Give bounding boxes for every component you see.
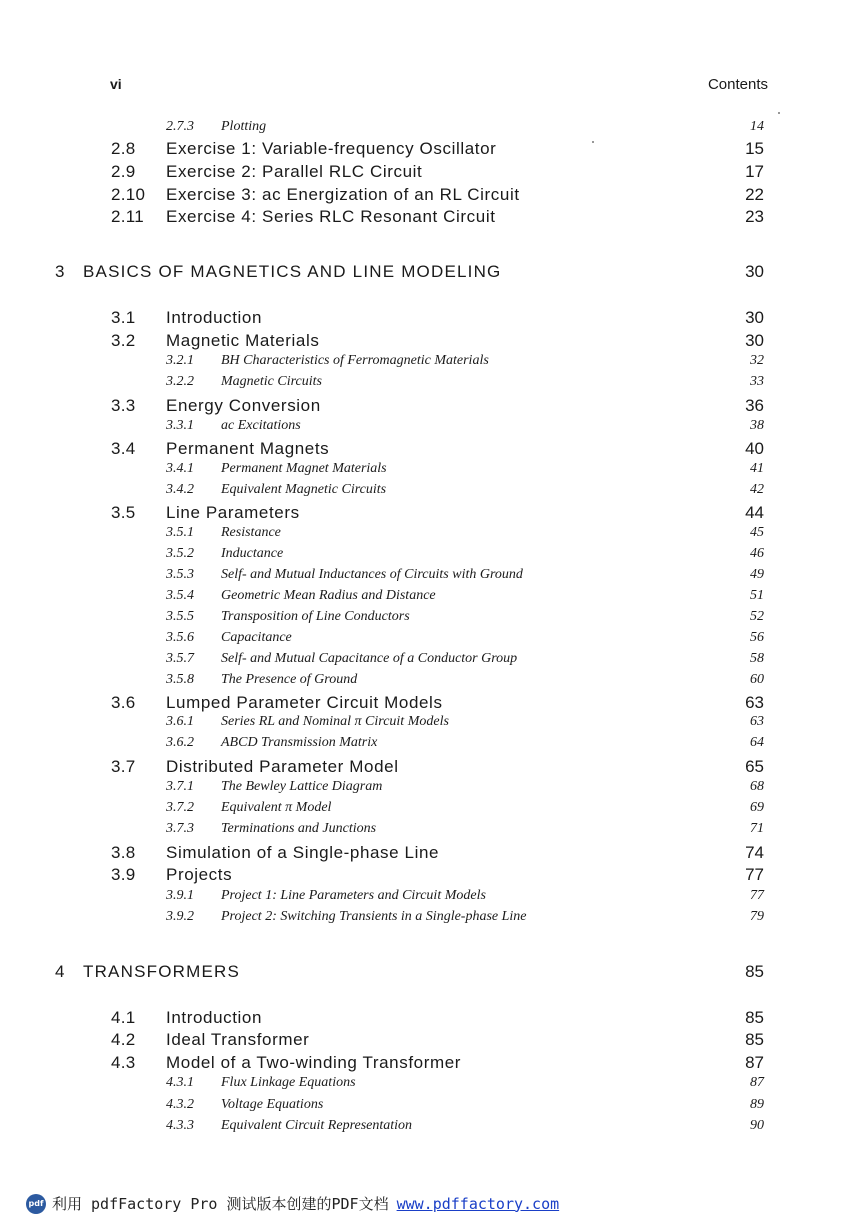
- section-entry: [0, 1053, 868, 1075]
- watermark-link[interactable]: www.pdffactory.com: [396, 1194, 560, 1213]
- entry-title: Simulation of a Single-phase Line: [166, 843, 440, 862]
- entry-page: 30: [745, 308, 764, 327]
- entry-number: 3.6.1: [166, 714, 194, 729]
- entry-number: 2.7.3: [166, 119, 194, 134]
- entry-page: 45: [750, 525, 764, 540]
- entry-page: 32: [750, 353, 764, 368]
- entry-number: 3: [55, 262, 65, 281]
- section-entry: [0, 162, 868, 184]
- entry-page: 22: [745, 185, 764, 204]
- entry-number: 3.4: [111, 439, 136, 458]
- scan-speck: [592, 141, 594, 143]
- subsection-entry: [0, 888, 868, 910]
- chapter-entry: [0, 962, 868, 984]
- entry-page: 33: [750, 374, 764, 389]
- section-entry: [0, 439, 868, 461]
- entry-page: 17: [745, 162, 764, 181]
- entry-title: Capacitance: [221, 630, 292, 645]
- entry-number: 3.3.1: [166, 418, 194, 433]
- subsection-entry: [0, 567, 868, 589]
- subsection-entry: [0, 651, 868, 673]
- entry-number: 3.5.6: [166, 630, 194, 645]
- entry-number: 3.4.1: [166, 461, 194, 476]
- entry-page: 44: [745, 503, 764, 522]
- entry-title: Introduction: [166, 308, 263, 327]
- entry-page: 49: [750, 567, 764, 582]
- entry-number: 3.5.8: [166, 672, 194, 687]
- subsection-entry: [0, 461, 868, 483]
- entry-title: Project 2: Switching Transients in a Single-phase Line: [221, 909, 527, 924]
- entry-title: Projects: [166, 865, 233, 884]
- entry-number: 3.3: [111, 396, 136, 415]
- entry-number: 2.8: [111, 139, 136, 158]
- subsection-entry: [0, 1097, 868, 1119]
- entry-title: Exercise 4: Series RLC Resonant Circuit: [166, 207, 496, 226]
- section-entry: [0, 757, 868, 779]
- entry-number: 3.4.2: [166, 482, 194, 497]
- entry-title: ABCD Transmission Matrix: [221, 735, 378, 750]
- entry-page: 40: [745, 439, 764, 458]
- entry-page: 89: [750, 1097, 764, 1112]
- subsection-entry: [0, 672, 868, 694]
- entry-number: 3.5: [111, 503, 136, 522]
- entry-page: 87: [750, 1075, 764, 1090]
- entry-number: 3.5.4: [166, 588, 194, 603]
- entry-page: 56: [750, 630, 764, 645]
- entry-title: Inductance: [221, 546, 284, 561]
- subsection-entry: [0, 119, 868, 141]
- entry-number: 4.3.3: [166, 1118, 194, 1133]
- entry-title: Transposition of Line Conductors: [221, 609, 410, 624]
- entry-title: Exercise 3: ac Energization of an RL Circuit: [166, 185, 520, 204]
- entry-number: 3.2.2: [166, 374, 194, 389]
- entry-number: 3.7.2: [166, 800, 194, 815]
- entry-page: 58: [750, 651, 764, 666]
- entry-number: 3.5.2: [166, 546, 194, 561]
- entry-page: 60: [750, 672, 764, 687]
- entry-number: 4.3: [111, 1053, 136, 1072]
- entry-page: 52: [750, 609, 764, 624]
- entry-title: ac Excitations: [221, 418, 301, 433]
- entry-page: 77: [745, 865, 764, 884]
- subsection-entry: [0, 800, 868, 822]
- entry-page: 87: [745, 1053, 764, 1072]
- entry-number: 4.1: [111, 1008, 136, 1027]
- running-title: Contents: [707, 76, 768, 93]
- subsection-entry: [0, 821, 868, 843]
- subsection-entry: [0, 1075, 868, 1097]
- entry-title: Resistance: [221, 525, 281, 540]
- section-entry: [0, 865, 868, 887]
- entry-page: 79: [750, 909, 764, 924]
- entry-page: 41: [750, 461, 764, 476]
- entry-page: 51: [750, 588, 764, 603]
- entry-title: Introduction: [166, 1008, 263, 1027]
- entry-number: 2.11: [111, 207, 145, 226]
- entry-title: Equivalent π Model: [221, 800, 332, 815]
- entry-page: 69: [750, 800, 764, 815]
- entry-number: 3.9: [111, 865, 136, 884]
- entry-number: 3.7: [111, 757, 136, 776]
- entry-title: Distributed Parameter Model: [166, 757, 399, 776]
- entry-page: 74: [745, 843, 764, 862]
- entry-title: Permanent Magnet Materials: [221, 461, 387, 476]
- section-entry: [0, 139, 868, 161]
- entry-title: BH Characteristics of Ferromagnetic Materials: [221, 353, 489, 368]
- entry-number: 3.5.5: [166, 609, 194, 624]
- entry-number: 3.7.3: [166, 821, 194, 836]
- entry-number: 3.2: [111, 331, 136, 350]
- entry-title: The Presence of Ground: [221, 672, 358, 687]
- section-entry: [0, 331, 868, 353]
- entry-title: Permanent Magnets: [166, 439, 330, 458]
- entry-title: Magnetic Circuits: [221, 374, 322, 389]
- entry-number: 3.6: [111, 693, 136, 712]
- entry-page: 85: [745, 1030, 764, 1049]
- entry-page: 23: [745, 207, 764, 226]
- entry-page: 63: [745, 693, 764, 712]
- entry-page: 36: [745, 396, 764, 415]
- scan-speck: [778, 112, 780, 114]
- entry-page: 38: [750, 418, 764, 433]
- section-entry: [0, 693, 868, 715]
- entry-page: 71: [750, 821, 764, 836]
- entry-number: 4: [55, 962, 65, 981]
- subsection-entry: [0, 588, 868, 610]
- entry-number: 3.5.1: [166, 525, 194, 540]
- section-entry: [0, 185, 868, 207]
- subsection-entry: [0, 1118, 868, 1140]
- section-entry: [0, 207, 868, 229]
- entry-number: 3.6.2: [166, 735, 194, 750]
- entry-number: 4.3.1: [166, 1075, 194, 1090]
- entry-title: Line Parameters: [166, 503, 300, 522]
- entry-number: 3.5.7: [166, 651, 194, 666]
- subsection-entry: [0, 418, 868, 440]
- entry-page: 68: [750, 779, 764, 794]
- entry-page: 30: [745, 331, 764, 350]
- entry-title: TRANSFORMERS: [83, 962, 241, 981]
- entry-page: 65: [745, 757, 764, 776]
- subsection-entry: [0, 353, 868, 375]
- entry-page: 63: [750, 714, 764, 729]
- watermark-footer: [26, 1193, 559, 1217]
- entry-title: Plotting: [221, 119, 267, 134]
- entry-title: Project 1: Line Parameters and Circuit Models: [221, 888, 486, 903]
- entry-number: 4.3.2: [166, 1097, 194, 1112]
- subsection-entry: [0, 525, 868, 547]
- subsection-entry: [0, 609, 868, 631]
- subsection-entry: [0, 546, 868, 568]
- entry-title: Exercise 1: Variable-frequency Oscillator: [166, 139, 497, 158]
- entry-number: 3.7.1: [166, 779, 194, 794]
- entry-title: Self- and Mutual Inductances of Circuits with Ground: [221, 567, 523, 582]
- entry-page: 77: [750, 888, 764, 903]
- entry-number: 3.1: [111, 308, 136, 327]
- entry-page: 85: [745, 1008, 764, 1027]
- entry-title: The Bewley Lattice Diagram: [221, 779, 383, 794]
- entry-page: 46: [750, 546, 764, 561]
- entry-page: 42: [750, 482, 764, 497]
- entry-page: 85: [745, 962, 764, 981]
- entry-title: Energy Conversion: [166, 396, 321, 415]
- page-number: vi: [110, 76, 122, 92]
- subsection-entry: [0, 482, 868, 504]
- subsection-entry: [0, 735, 868, 757]
- entry-number: 2.10: [111, 185, 146, 204]
- entry-page: 15: [745, 139, 764, 158]
- entry-title: Terminations and Junctions: [221, 821, 377, 836]
- watermark-text: 利用 pdfFactory Pro 测试版本创建的PDF文档: [52, 1195, 389, 1213]
- entry-title: Geometric Mean Radius and Distance: [221, 588, 436, 603]
- entry-number: 3.9.1: [166, 888, 194, 903]
- entry-title: Lumped Parameter Circuit Models: [166, 693, 443, 712]
- chapter-entry: [0, 262, 868, 284]
- entry-number: 3.2.1: [166, 353, 194, 368]
- entry-title: Voltage Equations: [221, 1097, 324, 1112]
- section-entry: [0, 843, 868, 865]
- entry-number: 2.9: [111, 162, 136, 181]
- section-entry: [0, 1030, 868, 1052]
- section-entry: [0, 503, 868, 525]
- entry-number: 3.9.2: [166, 909, 194, 924]
- entry-title: Equivalent Circuit Representation: [221, 1118, 413, 1133]
- section-entry: [0, 308, 868, 330]
- subsection-entry: [0, 779, 868, 801]
- section-entry: [0, 396, 868, 418]
- entry-title: Exercise 2: Parallel RLC Circuit: [166, 162, 423, 181]
- entry-number: 3.5.3: [166, 567, 194, 582]
- pdf-logo-icon: pdf: [26, 1194, 46, 1214]
- entry-number: 4.2: [111, 1030, 136, 1049]
- entry-title: Magnetic Materials: [166, 331, 320, 350]
- entry-page: 90: [750, 1118, 764, 1133]
- entry-page: 64: [750, 735, 764, 750]
- entry-number: 3.8: [111, 843, 136, 862]
- subsection-entry: [0, 714, 868, 736]
- entry-title: Model of a Two-winding Transformer: [166, 1053, 462, 1072]
- entry-title: Ideal Transformer: [166, 1030, 310, 1049]
- subsection-entry: [0, 374, 868, 396]
- subsection-entry: [0, 909, 868, 931]
- entry-page: 30: [745, 262, 764, 281]
- subsection-entry: [0, 630, 868, 652]
- section-entry: [0, 1008, 868, 1030]
- entry-page: 14: [750, 119, 764, 134]
- entry-title: Series RL and Nominal π Circuit Models: [221, 714, 449, 729]
- entry-title: Self- and Mutual Capacitance of a Conductor Group: [221, 651, 518, 666]
- entry-title: BASICS OF MAGNETICS AND LINE MODELING: [83, 262, 502, 281]
- entry-title: Flux Linkage Equations: [221, 1075, 356, 1090]
- entry-title: Equivalent Magnetic Circuits: [221, 482, 387, 497]
